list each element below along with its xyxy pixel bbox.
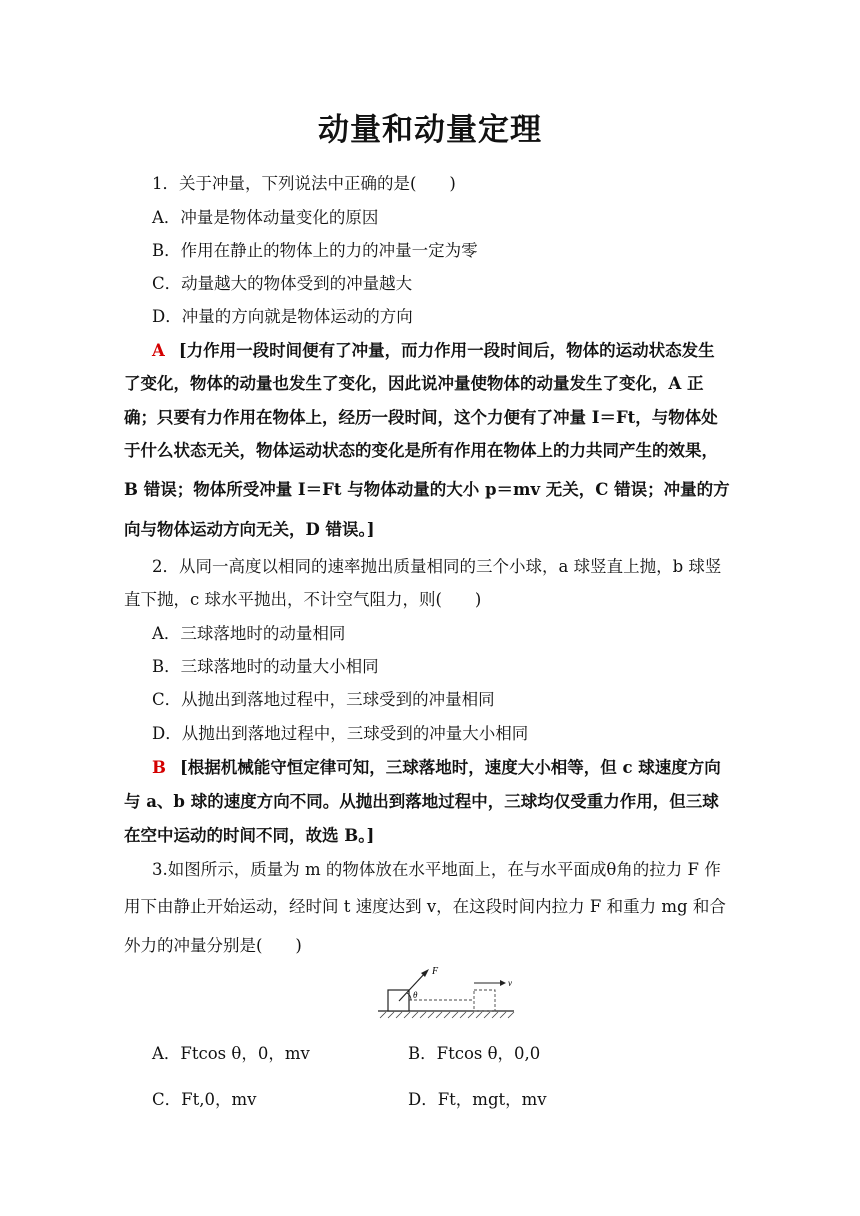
q1-explanation-line: 了变化，物体的动量也发生了变化，因此说冲量使物体的动量发生了变化，A 正 (124, 374, 704, 393)
q3-stem-line: 外力的冲量分别是( ) (124, 936, 302, 955)
q1-stem: 1．关于冲量，下列说法中正确的是( ) (152, 174, 456, 193)
q3-option-d: D．Ft，mgt，mv (408, 1090, 547, 1109)
angle-label: θ (413, 990, 418, 1000)
q1-answer-key: A (152, 341, 165, 360)
q3-option-a: A．Ftcos θ，0，mv (152, 1044, 310, 1063)
q2-option-a: A．三球落地时的动量相同 (152, 624, 346, 643)
q2-answer-key: B (152, 758, 166, 777)
q2-answer (152, 754, 721, 778)
q1-explanation-line: 于什么状态无关，物体运动状态的变化是所有作用在物体上的力共同产生的效果， (124, 441, 718, 460)
q1-option-b: B．作用在静止的物体上的力的冲量一定为零 (152, 241, 478, 260)
q1-option-a: A．冲量是物体动量变化的原因 (152, 208, 379, 227)
q2-option-d: D．从抛出到落地过程中，三球受到的冲量大小相同 (152, 724, 529, 743)
q3-stem-line: 用下由静止开始运动，经时间 t 速度达到 v，在这段时间内拉力 F 和重力 mg 和合 (124, 897, 726, 916)
page-title: 动量和动量定理 (318, 112, 542, 148)
dashed-block (474, 990, 495, 1011)
q2-stem-line: 2．从同一高度以相同的速率抛出质量相同的三个小球，a 球竖直上抛，b 球竖 (152, 557, 722, 576)
q1-explanation-line: 确；只要有力作用在物体上，经历一段时间，这个力便有了冲量 I＝Ft，与物体处 (124, 408, 718, 427)
q1-answer (152, 337, 715, 361)
velocity-arrow-head (500, 980, 506, 986)
q2-stem-line: 直下抛，c 球水平抛出，不计空气阻力，则( ) (124, 590, 482, 609)
force-label: F (432, 966, 439, 977)
ground-hatching (380, 1012, 514, 1018)
q3-option-c: C．Ft,0，mv (152, 1090, 257, 1109)
velocity-label: v (508, 978, 512, 988)
q1-option-c: C．动量越大的物体受到的冲量越大 (152, 274, 413, 293)
q2-option-b: B．三球落地时的动量大小相同 (152, 657, 379, 676)
q2-explanation-line: 在空中运动的时间不同，故选 B。] (124, 826, 375, 845)
q3-option-b: B．Ftcos θ，0,0 (408, 1044, 541, 1063)
force-diagram (374, 960, 516, 1022)
q2-option-c: C．从抛出到落地过程中，三球受到的冲量相同 (152, 690, 495, 709)
q2-explanation-line: 与 a、b 球的速度方向不同。从抛出到落地过程中，三球均仅受重力作用，但三球 (124, 792, 719, 811)
q1-explanation-line: B 错误；物体所受冲量 I＝Ft 与物体动量的大小 p＝mv 无关，C 错误；冲量的方 (124, 480, 730, 499)
q3-stem-line: 3.如图所示，质量为 m 的物体放在水平地面上，在与水平面成θ角的拉力 F 作 (152, 860, 721, 879)
q2-explanation-line: [根据机械能守恒定律可知，三球落地时，速度大小相等，但 c 球速度方向 (179, 758, 721, 777)
q1-explanation-line: 向与物体运动方向无关，D 错误。] (124, 520, 375, 539)
q1-option-d: D．冲量的方向就是物体运动的方向 (152, 307, 413, 326)
q1-explanation-line: [力作用一段时间便有了冲量，而力作用一段时间后，物体的运动状态发生 (178, 341, 715, 360)
